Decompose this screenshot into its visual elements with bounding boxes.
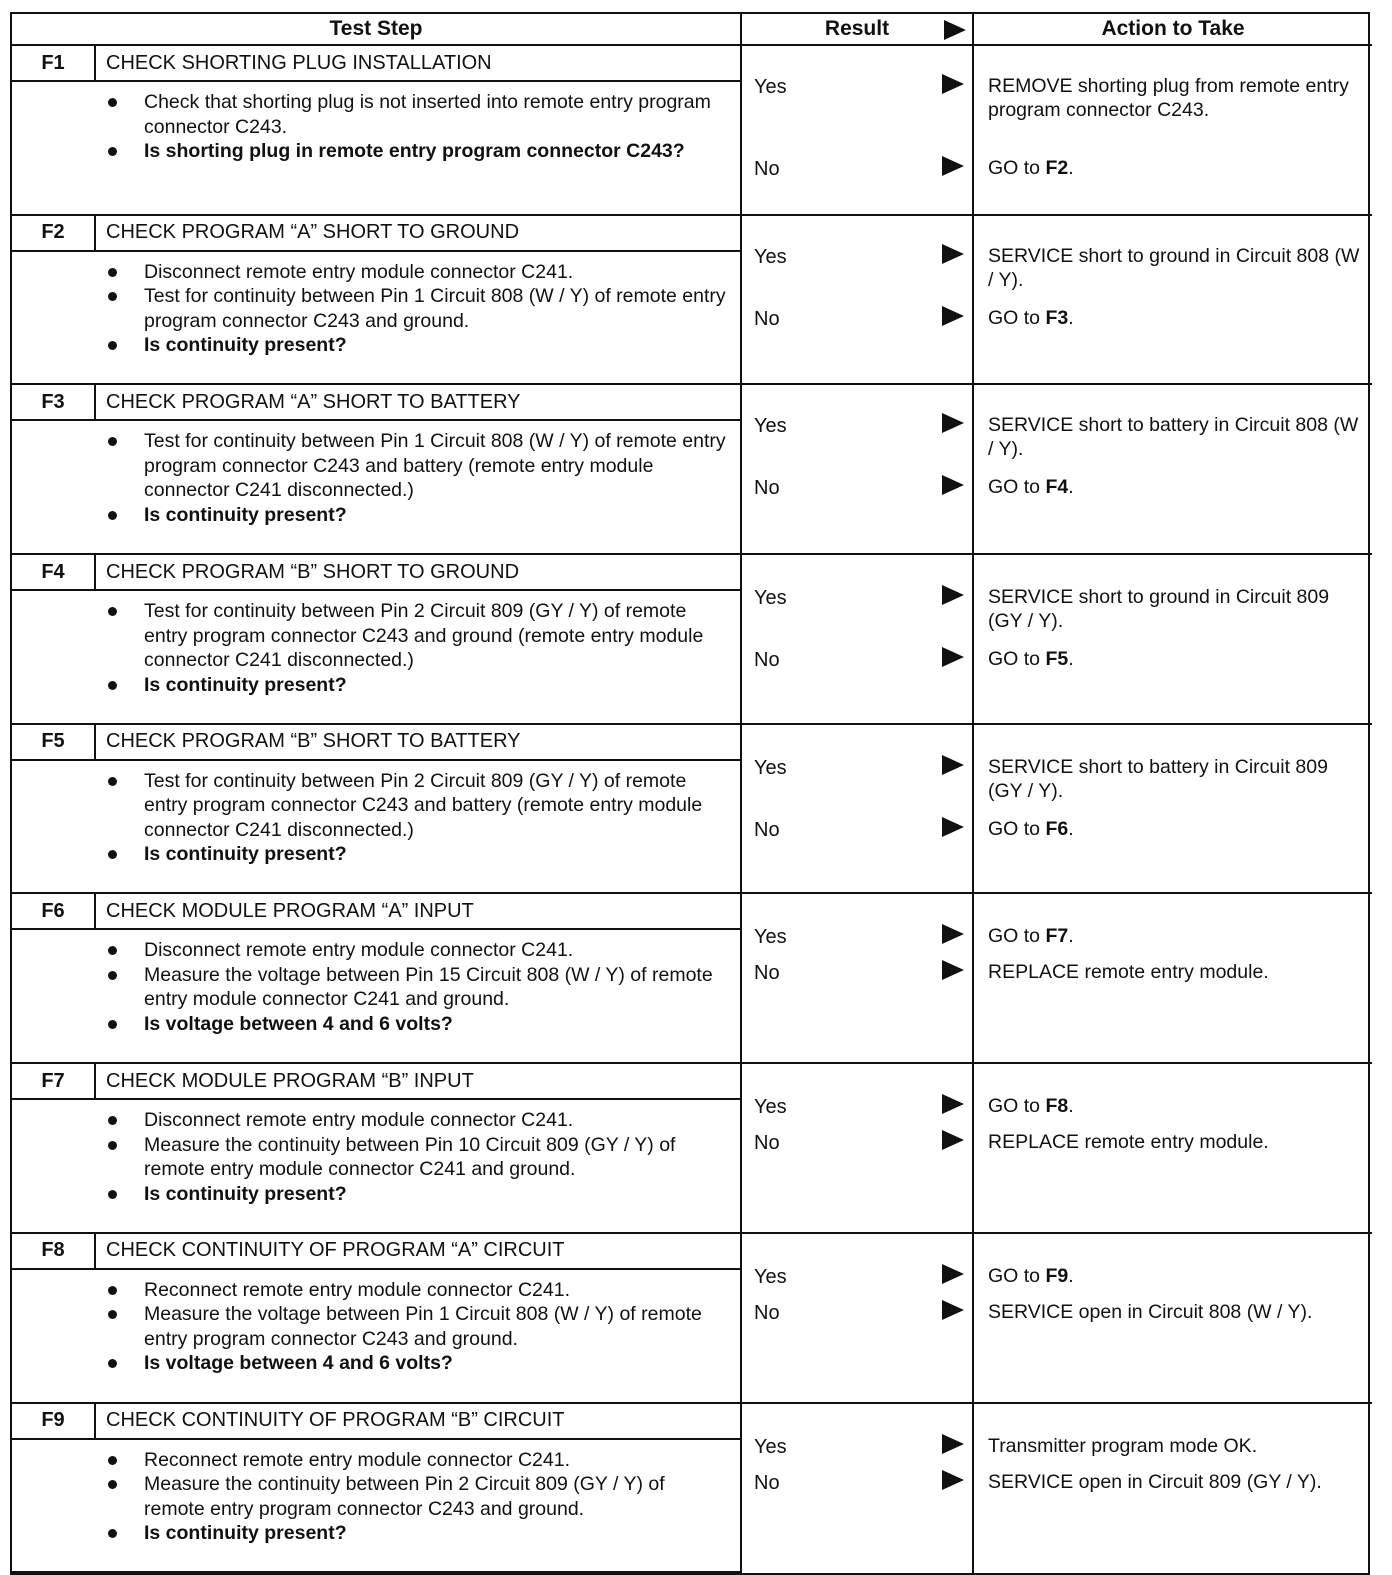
- step-instructions: [12, 82, 740, 214]
- step-question: Is voltage between 4 and 6 volts?: [108, 1012, 730, 1037]
- test-step-f4: [12, 555, 742, 725]
- step-instruction: Measure the continuity between Pin 2 Circuit 809 (GY / Y) of remote entry program connector C243 and ground.: [108, 1472, 730, 1521]
- action-cell: [974, 46, 1372, 216]
- action-text: [988, 924, 1364, 948]
- step-instruction: Measure the voltage between Pin 1 Circuit 808 (W / Y) of remote entry program connector C243 and ground.: [108, 1302, 730, 1351]
- action-text: [988, 1094, 1364, 1118]
- step-instructions: [12, 421, 740, 553]
- arrow-right-icon: [942, 585, 964, 605]
- action-text: [988, 585, 1364, 633]
- result-no: No: [754, 649, 780, 672]
- result-cell: [742, 46, 974, 216]
- action-step-ref: F2: [1045, 157, 1069, 179]
- action-cell: [974, 216, 1372, 386]
- action-text: [988, 475, 1364, 499]
- test-step-f9: [12, 1404, 742, 1574]
- step-instruction: Check that shorting plug is not inserted into remote entry program connector C243.: [108, 90, 730, 139]
- arrow-right-icon: [942, 755, 964, 775]
- result-cell: [742, 725, 974, 895]
- step-code: F3: [12, 385, 96, 421]
- action-text-main: GO to: [988, 306, 1046, 329]
- action-text: [988, 156, 1364, 180]
- action-text-end: .: [1068, 1264, 1074, 1287]
- step-instruction: Disconnect remote entry module connector C241.: [108, 938, 730, 963]
- step-question: Is continuity present?: [108, 842, 730, 867]
- arrow-right-icon: [942, 74, 964, 94]
- step-title: CHECK PROGRAM “A” SHORT TO BATTERY: [96, 385, 740, 421]
- arrow-right-icon: [942, 960, 964, 980]
- result-yes: Yes: [754, 76, 787, 98]
- action-step-ref: F6: [1045, 817, 1069, 840]
- result-yes: Yes: [754, 415, 787, 438]
- result-cell: [742, 1404, 974, 1574]
- action-text-main: REMOVE shorting plug from remote entry program connector C243.: [988, 75, 1349, 121]
- test-step-f5: [12, 725, 742, 895]
- action-text: [988, 1130, 1364, 1154]
- arrow-right-icon: [942, 475, 964, 495]
- action-text: [988, 960, 1364, 984]
- test-step-f1: [12, 46, 742, 216]
- arrow-right-icon: [942, 306, 964, 326]
- header-action: Action to Take: [974, 14, 1372, 46]
- result-no: No: [754, 1132, 780, 1155]
- step-title: CHECK MODULE PROGRAM “B” INPUT: [96, 1064, 740, 1100]
- step-question: Is continuity present?: [108, 673, 730, 698]
- action-step-ref: F7: [1045, 925, 1069, 948]
- action-cell: [974, 555, 1372, 725]
- action-text-main: GO to: [988, 1264, 1046, 1287]
- step-code: F4: [12, 555, 96, 591]
- step-code: F7: [12, 1064, 96, 1100]
- step-code: F6: [12, 894, 96, 930]
- test-step-f6: [12, 894, 742, 1064]
- step-code: F9: [12, 1404, 96, 1440]
- action-cell: [974, 725, 1372, 895]
- action-cell: [974, 385, 1372, 555]
- action-cell: [974, 1234, 1372, 1404]
- action-cell: [974, 894, 1372, 1064]
- step-code: F2: [12, 216, 96, 252]
- step-instructions: [12, 761, 740, 893]
- header-result-label: Result: [824, 17, 890, 40]
- action-text: [988, 647, 1364, 671]
- result-no: No: [754, 818, 780, 841]
- step-instruction: Measure the voltage between Pin 15 Circuit 808 (W / Y) of remote entry module connector C241 and ground.: [108, 963, 730, 1012]
- step-question: Is voltage between 4 and 6 volts?: [108, 1351, 730, 1376]
- action-text: [988, 74, 1364, 122]
- action-text-end: .: [1068, 1095, 1074, 1118]
- arrow-right-icon: [942, 156, 964, 176]
- step-instructions: [12, 1100, 740, 1232]
- action-text-main: SERVICE short to battery in Circuit 809 (GY / Y).: [988, 755, 1328, 802]
- test-step-f7: [12, 1064, 742, 1234]
- header-test-step: Test Step: [12, 14, 742, 46]
- step-instruction: Disconnect remote entry module connector C241.: [108, 1108, 730, 1133]
- arrow-right-icon: [942, 244, 964, 264]
- action-text-end: .: [1068, 648, 1074, 671]
- action-cell: [974, 1404, 1372, 1574]
- step-title: CHECK CONTINUITY OF PROGRAM “B” CIRCUIT: [96, 1404, 740, 1440]
- step-title: CHECK PROGRAM “A” SHORT TO GROUND: [96, 216, 740, 252]
- test-step-f2: [12, 216, 742, 386]
- arrow-right-icon: [942, 1470, 964, 1490]
- step-code: F8: [12, 1234, 96, 1270]
- result-no: No: [754, 307, 780, 330]
- step-title: CHECK MODULE PROGRAM “A” INPUT: [96, 894, 740, 930]
- result-cell: [742, 1064, 974, 1234]
- step-question: Is continuity present?: [108, 1521, 730, 1546]
- result-no: No: [754, 962, 780, 985]
- header-result: [742, 14, 974, 46]
- result-yes: Yes: [754, 926, 787, 949]
- action-step-ref: F8: [1045, 1095, 1069, 1118]
- action-text-main: GO to: [988, 1095, 1046, 1118]
- step-instruction: Test for continuity between Pin 1 Circuit 808 (W / Y) of remote entry program connector C243 and ground.: [108, 284, 730, 333]
- result-no: No: [754, 477, 780, 500]
- arrow-right-icon: [942, 924, 964, 944]
- action-text-end: .: [1068, 817, 1074, 840]
- test-step-f8: [12, 1234, 742, 1404]
- result-cell: [742, 1234, 974, 1404]
- action-text-main: SERVICE short to ground in Circuit 808 (W / Y).: [988, 244, 1360, 291]
- step-instructions: [12, 252, 740, 384]
- arrow-right-icon: [942, 1434, 964, 1454]
- result-yes: Yes: [754, 587, 787, 610]
- action-text-main: GO to: [988, 648, 1046, 671]
- action-text-main: REPLACE remote entry module.: [988, 961, 1269, 984]
- test-step-f3: [12, 385, 742, 555]
- result-cell: [742, 385, 974, 555]
- result-no: No: [754, 1471, 780, 1494]
- action-text-end: .: [1068, 925, 1074, 948]
- result-yes: Yes: [754, 1265, 787, 1288]
- action-text: [988, 244, 1364, 292]
- action-text-main: SERVICE short to ground in Circuit 809 (GY / Y).: [988, 586, 1330, 633]
- action-text-main: GO to: [988, 476, 1046, 499]
- action-text-main: GO to: [988, 817, 1046, 840]
- step-instruction: Measure the continuity between Pin 10 Circuit 809 (GY / Y) of remote entry module connector C241 and ground.: [108, 1133, 730, 1182]
- step-title: CHECK CONTINUITY OF PROGRAM “A” CIRCUIT: [96, 1234, 740, 1270]
- step-instructions: [12, 930, 740, 1062]
- arrow-right-icon: [942, 1300, 964, 1320]
- step-instruction: Reconnect remote entry module connector C241.: [108, 1448, 730, 1473]
- action-text-main: Transmitter program mode OK.: [988, 1434, 1258, 1457]
- action-step-ref: F5: [1045, 648, 1069, 671]
- action-step-ref: F3: [1045, 306, 1069, 329]
- result-yes: Yes: [754, 756, 787, 779]
- diagnostic-table: [10, 12, 1370, 1575]
- arrow-right-icon: [944, 20, 966, 40]
- action-text-main: SERVICE open in Circuit 808 (W / Y).: [988, 1300, 1313, 1323]
- action-text: [988, 817, 1364, 841]
- result-cell: [742, 555, 974, 725]
- arrow-right-icon: [942, 1130, 964, 1150]
- action-text-end: .: [1068, 157, 1074, 179]
- action-text: [988, 755, 1364, 803]
- step-title: CHECK SHORTING PLUG INSTALLATION: [96, 46, 740, 82]
- step-title: CHECK PROGRAM “B” SHORT TO GROUND: [96, 555, 740, 591]
- action-step-ref: F4: [1045, 476, 1069, 499]
- result-yes: Yes: [754, 1096, 787, 1119]
- step-instructions: [12, 1440, 740, 1572]
- result-cell: [742, 216, 974, 386]
- arrow-right-icon: [942, 1094, 964, 1114]
- step-instruction: Test for continuity between Pin 1 Circuit 808 (W / Y) of remote entry program connector C243 and battery (remote entry module connector C241 disconnected.): [108, 429, 730, 503]
- step-code: F5: [12, 725, 96, 761]
- result-no: No: [754, 1301, 780, 1324]
- result-yes: Yes: [754, 1435, 787, 1458]
- action-text-main: GO to: [988, 157, 1046, 179]
- action-text: [988, 1300, 1364, 1324]
- action-text-main: SERVICE open in Circuit 809 (GY / Y).: [988, 1470, 1322, 1493]
- step-instruction: Reconnect remote entry module connector C241.: [108, 1278, 730, 1303]
- step-code: F1: [12, 46, 96, 82]
- action-text: [988, 1264, 1364, 1288]
- action-text-end: .: [1068, 476, 1074, 499]
- arrow-right-icon: [942, 647, 964, 667]
- step-instruction: Disconnect remote entry module connector C241.: [108, 260, 730, 285]
- action-step-ref: F9: [1045, 1264, 1069, 1287]
- step-instructions: [12, 1270, 740, 1402]
- result-no: No: [754, 158, 780, 180]
- result-yes: Yes: [754, 245, 787, 268]
- action-text: [988, 413, 1364, 461]
- result-cell: [742, 894, 974, 1064]
- arrow-right-icon: [942, 413, 964, 433]
- step-question: Is continuity present?: [108, 503, 730, 528]
- action-text-main: SERVICE short to battery in Circuit 808 (W / Y).: [988, 414, 1359, 461]
- action-text: [988, 1434, 1364, 1458]
- action-text: [988, 306, 1364, 330]
- action-text-end: .: [1068, 306, 1074, 329]
- step-instruction: Test for continuity between Pin 2 Circuit 809 (GY / Y) of remote entry program connector C243 and ground (remote entry module connector C241 disconnected.): [108, 599, 730, 673]
- arrow-right-icon: [942, 817, 964, 837]
- step-instruction: Test for continuity between Pin 2 Circuit 809 (GY / Y) of remote entry program connector C243 and battery (remote entry module connector C241 disconnected.): [108, 769, 730, 843]
- action-text-main: REPLACE remote entry module.: [988, 1131, 1269, 1154]
- action-text: [988, 1470, 1364, 1494]
- step-question: Is continuity present?: [108, 1182, 730, 1207]
- step-instructions: [12, 591, 740, 723]
- step-question: Is continuity present?: [108, 333, 730, 358]
- step-title: CHECK PROGRAM “B” SHORT TO BATTERY: [96, 725, 740, 761]
- step-question: Is shorting plug in remote entry program connector C243?: [108, 139, 730, 164]
- action-text-main: GO to: [988, 925, 1046, 948]
- action-cell: [974, 1064, 1372, 1234]
- arrow-right-icon: [942, 1264, 964, 1284]
